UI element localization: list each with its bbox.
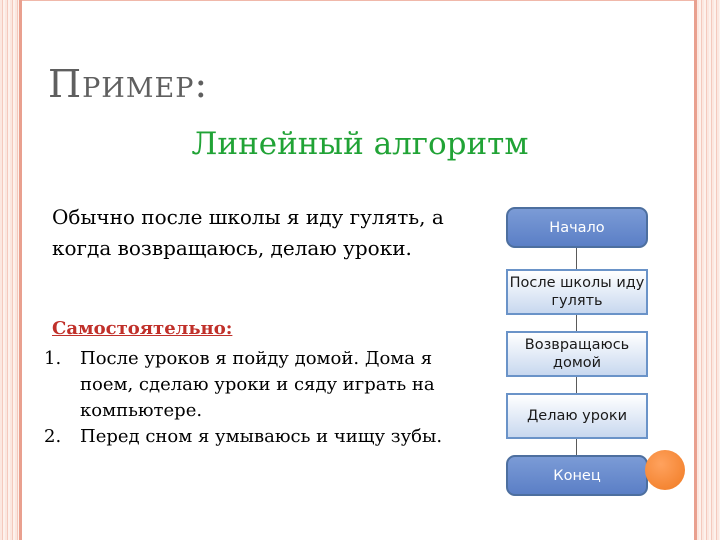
top-border-line xyxy=(22,0,694,1)
orange-circle-decoration xyxy=(645,450,685,490)
intro-text: Обычно после школы я иду гулять, а когда возвращаюсь, делаю уроки. xyxy=(52,205,444,260)
flowchart-step-walk: После школы иду гулять xyxy=(506,269,648,315)
task-item xyxy=(44,424,464,450)
flowchart-end: Конец xyxy=(506,455,648,496)
slide-subtitle: Линейный алгоритм xyxy=(191,126,529,162)
flowchart-step-homework: Делаю уроки xyxy=(506,393,648,439)
flowchart-step-return: Возвращаюсь домой xyxy=(506,331,648,377)
left-decorative-border xyxy=(0,0,22,540)
page-title: Пример: xyxy=(48,62,209,106)
flowchart-start: Начало xyxy=(506,207,648,248)
task-item xyxy=(44,346,464,424)
task-heading: Самостоятельно: xyxy=(52,318,233,339)
task-list xyxy=(44,346,464,450)
task-number: 2. xyxy=(44,426,62,447)
task-number: 1. xyxy=(44,348,62,369)
task-text: Перед сном я умываюсь и чищу зубы. xyxy=(80,426,443,447)
task-text: После уроков я пойду домой. Дома я поем, сделаю уроки и сяду играть на компьютере. xyxy=(80,348,435,421)
right-decorative-border xyxy=(694,0,720,540)
